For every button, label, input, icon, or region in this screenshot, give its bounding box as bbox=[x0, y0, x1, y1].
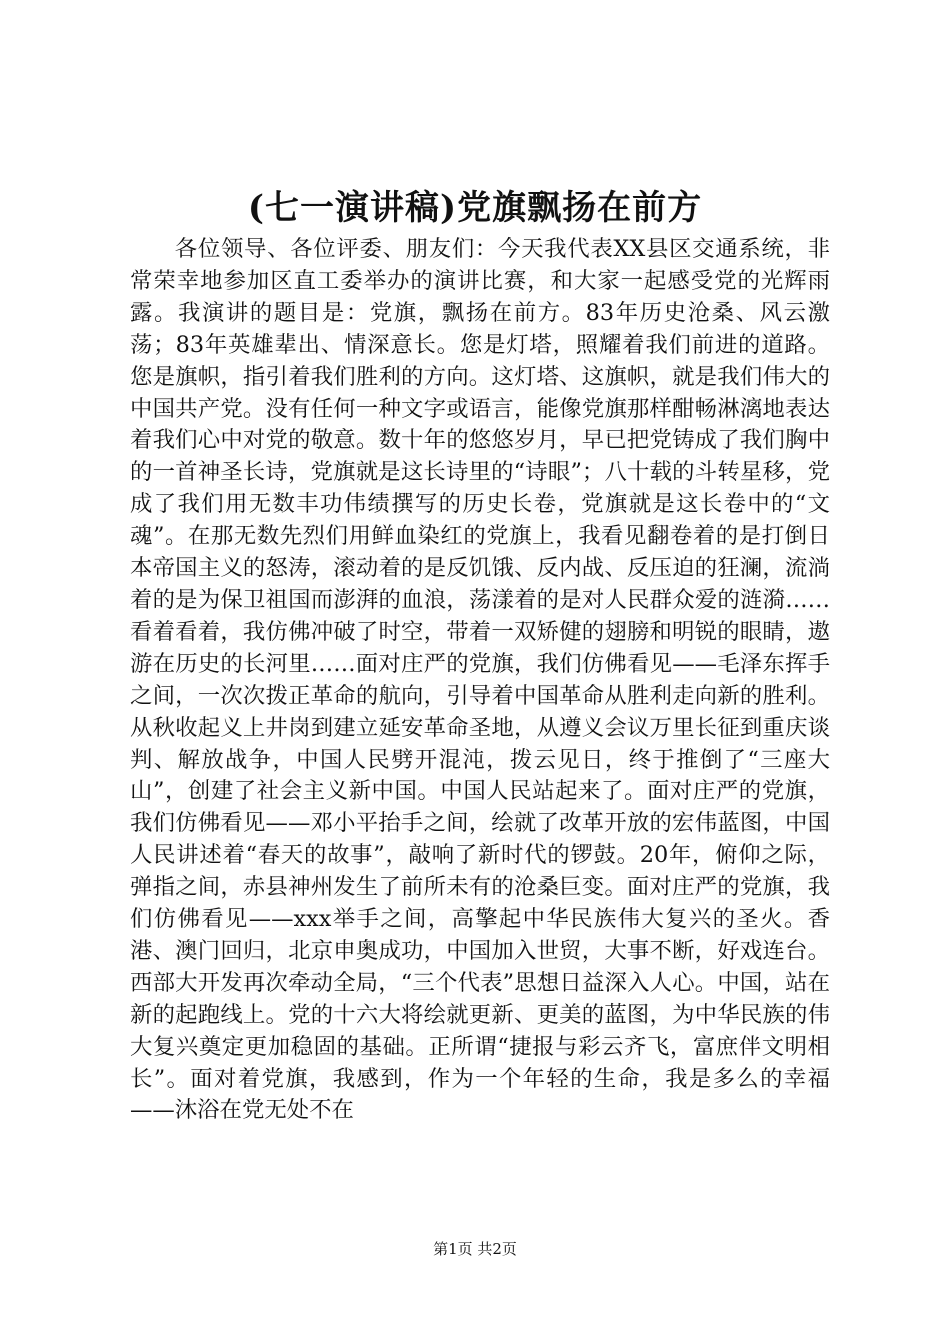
page-number-footer: 第1页 共2页 bbox=[433, 1240, 517, 1258]
page-title: (七一演讲稿)党旗飘扬在前方 bbox=[247, 188, 703, 228]
body-paragraph: 各位领导、各位评委、朋友们：今天我代表XX县区交通系统，非常荣幸地参加区直工委举办的演讲比赛，和大家一起感受党的光辉雨露。我演讲的题目是：党旗，飘扬在前方。83年历史沧桑、风云激荡；83年英雄辈出、情深意长。您是灯塔，照耀着我们前进的道路。您是旗帜，指引着我们胜利的方向。这灯塔、这旗帜，就是我们伟大的中国共产党。没有任何一种文字或语言，能像党旗那样酣畅淋漓地表达着我们心中对党的敬意。数十年的悠悠岁月，早已把党铸成了我们胸中的一首神圣长诗，党旗就是这长诗里的“诗眼”；八十载的斗转星移，党成了我们用无数丰功伟绩撰写的历史长卷，党旗就是这长卷中的“文魂”。在那无数先烈们用鲜血染红的党旗上，我看见翻卷着的是打倒日本帝国主义的怒涛，滚动着的是反饥饿、反内战、反压迫的狂澜，流淌着的是为保卫祖国而澎湃的血浪，荡漾着的是对人民群众爱的涟漪……看着看着，我仿佛冲破了时空，带着一双矫健的翅膀和明锐的眼睛，遨游在历史的长河里……面对庄严的党旗，我们仿佛看见——毛泽东挥手之间，一次次拨正革命的航向，引导着中国革命从胜利走向新的胜利。从秋收起义上井岗到建立延安革命圣地，从遵义会议万里长征到重庆谈判、解放战争，中国人民劈开混沌，拨云见日，终于推倒了“三座大山”，创建了社会主义新中国。中国人民站起来了。面对庄严的党旗，我们仿佛看见——邓小平抬手之间，绘就了改革开放的宏伟蓝图，中国人民讲述着“春天的故事”，敲响了新时代的锣鼓。20年，俯仰之际，弹指之间，赤县神州发生了前所未有的沧桑巨变。面对庄严的党旗，我们仿佛看见——xxx举手之间，高擎起中华民族伟大复兴的圣火。香港、澳门回归，北京申奥成功，中国加入世贸，大事不断，好戏连台。西部大开发再次牵动全局，“三个代表”思想日益深入人心。中国，站在新的起跑线上。党的十六大将绘就更新、更美的蓝图，为中华民族的伟大复兴奠定更加稳固的基础。正所谓“捷报与彩云齐飞，富庶伴文明相长”。面对着党旗，我感到，作为一个年轻的生命，我是多么的幸福——沐浴在党无处不在 bbox=[130, 236, 830, 1124]
